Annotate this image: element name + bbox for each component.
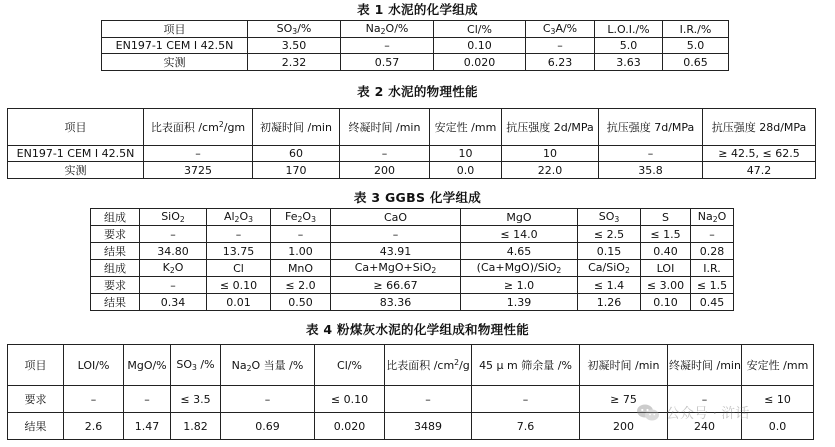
table1-cement-chemical-composition [101, 20, 729, 71]
value-cell: 2.6 [64, 413, 124, 440]
header-row [91, 260, 734, 277]
header-cell [703, 109, 816, 146]
header-text: 组成 [104, 211, 126, 224]
value-cell: 1.26 [578, 294, 641, 311]
value-cell: 1.00 [271, 243, 331, 260]
header-text: 初凝时间 /min [587, 359, 660, 372]
value-cell: – [124, 386, 171, 413]
value-cell: 60 [253, 146, 340, 162]
header-cell [385, 345, 472, 386]
row-label-cell: 结果 [8, 413, 64, 440]
header-cell [64, 345, 124, 386]
header-cell [472, 345, 580, 386]
header-subscript: 3 [292, 27, 298, 36]
header-text: /g [459, 359, 470, 372]
row-label-cell: EN197-1 CEM I 42.5N [102, 38, 248, 54]
value-cell: 0.10 [641, 294, 691, 311]
header-cell [691, 260, 734, 277]
header-text: O [717, 210, 727, 223]
value-cell: 5.0 [663, 38, 729, 54]
table-row [91, 226, 734, 243]
header-cell [144, 109, 253, 146]
header-subscript: 2 [431, 266, 437, 275]
table-row [8, 146, 816, 162]
value-cell: 0.020 [434, 54, 526, 71]
header-text: 安定性 /mm [434, 121, 497, 134]
value-cell: 1.39 [461, 294, 578, 311]
header-subscript: 2 [179, 215, 185, 224]
header-text: MgO [506, 210, 532, 224]
header-subscript: 2 [234, 215, 240, 224]
header-cell [434, 21, 526, 38]
header-text: O/% [385, 22, 409, 35]
header-cell [140, 260, 207, 277]
header-cell [91, 209, 140, 226]
value-cell: 4.65 [461, 243, 578, 260]
value-cell: 0.28 [691, 243, 734, 260]
header-subscript: 2 [297, 215, 303, 224]
header-subscript: 3 [192, 363, 197, 372]
value-cell: ≤ 10 [742, 386, 814, 413]
header-cell [207, 260, 271, 277]
table4-caption: 表 4 粉煤灰水泥的化学组成和物理性能 [305, 322, 530, 337]
header-cell [91, 260, 140, 277]
header-text: /% [297, 22, 312, 35]
header-cell [8, 345, 64, 386]
header-cell [641, 260, 691, 277]
value-cell: 170 [253, 162, 340, 179]
value-cell: 10 [430, 146, 502, 162]
header-row [8, 109, 816, 146]
header-text: /% [196, 358, 215, 371]
header-subscript: 3 [248, 215, 254, 224]
header-cell [691, 209, 734, 226]
value-cell: 0.0 [430, 162, 502, 179]
header-text: 初凝时间 /min [260, 121, 332, 134]
value-cell: 200 [580, 413, 668, 440]
header-subscript: 3 [311, 215, 316, 224]
value-cell: 47.2 [703, 162, 816, 179]
header-text: SO [598, 210, 615, 223]
header-text: Na [365, 22, 381, 35]
value-cell: ≥ 75 [580, 386, 668, 413]
header-row [8, 345, 814, 386]
table1-caption: 表 1 水泥的化学组成 [357, 2, 478, 17]
value-cell: 10 [502, 146, 599, 162]
header-text: O [302, 210, 312, 223]
row-label-cell: 要求 [8, 386, 64, 413]
header-text: 抗压强度 2d/MPa [506, 121, 594, 134]
header-text: C [542, 22, 551, 35]
value-cell: – [340, 146, 430, 162]
header-text: I.R. [703, 261, 721, 275]
header-cell [578, 260, 641, 277]
value-cell: 83.36 [331, 294, 461, 311]
value-cell: 0.34 [140, 294, 207, 311]
value-cell: ≤ 0.10 [315, 386, 385, 413]
value-cell: ≥ 1.0 [461, 277, 578, 294]
header-text: Al [223, 210, 235, 223]
value-cell: ≤ 2.5 [578, 226, 641, 243]
value-cell: 0.40 [641, 243, 691, 260]
header-cell [124, 345, 171, 386]
value-cell: 0.0 [742, 413, 814, 440]
header-subscript: 2 [712, 215, 718, 224]
header-text: A/% [555, 22, 578, 35]
header-text: LOI [656, 261, 675, 275]
header-cell [668, 345, 742, 386]
header-text: 安定性 /mm [746, 359, 809, 372]
header-text: 项目 [163, 23, 186, 36]
header-text: L.O.I./% [607, 22, 650, 36]
header-text: 45 μ m 筛余量 /% [479, 359, 572, 372]
header-text: K [162, 261, 170, 274]
value-cell: – [140, 226, 207, 243]
header-text: Cl/% [467, 22, 492, 36]
row-label-cell: 结果 [91, 294, 140, 311]
header-text: 组成 [104, 262, 126, 275]
header-cell [580, 345, 668, 386]
header-cell [578, 209, 641, 226]
value-cell: – [385, 386, 472, 413]
value-cell: – [331, 226, 461, 243]
header-cell [430, 109, 502, 146]
value-cell: 6.23 [526, 54, 595, 71]
value-cell: 3.50 [248, 38, 341, 54]
header-text: MnO [287, 261, 314, 275]
value-cell: 0.69 [221, 413, 315, 440]
value-cell: 22.0 [502, 162, 599, 179]
header-text: I.R./% [679, 22, 712, 36]
header-subscript: 2 [624, 266, 630, 275]
table-row [91, 277, 734, 294]
header-row [102, 21, 729, 38]
header-cell [8, 109, 144, 146]
header-cell [102, 21, 248, 38]
header-cell [221, 345, 315, 386]
value-cell: 0.57 [341, 54, 434, 71]
header-text: O [239, 210, 249, 223]
value-cell: 0.01 [207, 294, 271, 311]
value-cell: 0.45 [691, 294, 734, 311]
header-text: 终凝时间 /min [348, 121, 421, 134]
value-cell: 7.6 [472, 413, 580, 440]
table-row [8, 413, 814, 440]
value-cell: – [221, 386, 315, 413]
value-cell: ≤ 1.5 [691, 277, 734, 294]
value-cell: 34.80 [140, 243, 207, 260]
watermark-text: 公众号 · 浒话 [666, 406, 750, 422]
header-cell [641, 209, 691, 226]
value-cell: – [64, 386, 124, 413]
value-cell: ≤ 3.00 [641, 277, 691, 294]
table-row [91, 294, 734, 311]
header-cell [140, 209, 207, 226]
table3-ggbs-chemical-composition [90, 208, 734, 311]
value-cell: ≤ 1.5 [641, 226, 691, 243]
table2-cement-physical-properties [7, 108, 816, 179]
header-cell [248, 21, 341, 38]
value-cell: ≤ 1.4 [578, 277, 641, 294]
header-cell [340, 109, 430, 146]
header-cell [271, 260, 331, 277]
value-cell: ≤ 0.10 [207, 277, 271, 294]
header-text: LOI/% [77, 358, 110, 372]
value-cell: 1.82 [171, 413, 221, 440]
header-cell [461, 260, 578, 277]
value-cell: – [668, 386, 742, 413]
header-cell [331, 260, 461, 277]
value-cell: – [472, 386, 580, 413]
header-text: MgO/% [127, 358, 167, 372]
header-text: (Ca+MgO)/SiO [476, 261, 557, 274]
table2-caption: 表 2 水泥的物理性能 [357, 84, 478, 99]
value-cell: 3.63 [595, 54, 663, 71]
header-text: Ca+MgO+SiO [354, 261, 432, 274]
value-cell: – [691, 226, 734, 243]
header-cell [271, 209, 331, 226]
header-text: O 当量 /% [251, 359, 304, 372]
value-cell: 13.75 [207, 243, 271, 260]
row-label-cell: EN197-1 CEM I 42.5N [8, 146, 144, 162]
header-row [91, 209, 734, 226]
header-text: Fe [285, 210, 298, 223]
row-label-cell: 结果 [91, 243, 140, 260]
header-text: Cl/% [337, 358, 362, 372]
header-supscript: 2 [218, 120, 224, 129]
header-text: Ca/SiO [588, 261, 625, 274]
header-subscript: 2 [380, 27, 386, 36]
value-cell: – [599, 146, 703, 162]
value-cell: – [271, 226, 331, 243]
value-cell: 0.65 [663, 54, 729, 71]
header-text: CaO [383, 210, 408, 224]
value-cell: 0.15 [578, 243, 641, 260]
header-subscript: 2 [556, 266, 562, 275]
header-text: 抗压强度 7d/MPa [606, 121, 695, 134]
row-label-cell: 要求 [91, 277, 140, 294]
header-cell [595, 21, 663, 38]
table-row [91, 243, 734, 260]
header-cell [331, 209, 461, 226]
value-cell: 2.32 [248, 54, 341, 71]
header-cell [171, 345, 221, 386]
header-text: Cl [233, 261, 244, 275]
value-cell: 3489 [385, 413, 472, 440]
header-cell [315, 345, 385, 386]
value-cell: 0.10 [434, 38, 526, 54]
table-row [8, 386, 814, 413]
header-cell [663, 21, 729, 38]
value-cell: – [144, 146, 253, 162]
header-text: SO [176, 358, 193, 371]
header-subscript: 2 [246, 364, 252, 373]
value-cell: 240 [668, 413, 742, 440]
header-cell [461, 209, 578, 226]
header-text: 比表面积 /cm [150, 121, 219, 134]
header-text: S [662, 210, 669, 224]
header-cell [742, 345, 814, 386]
value-cell: – [526, 38, 595, 54]
value-cell: 200 [340, 162, 430, 179]
row-label-cell: 实测 [102, 54, 248, 71]
header-text: 抗压强度 28d/MPa [711, 121, 807, 134]
header-text: /gm [223, 121, 246, 134]
header-text: 项目 [24, 359, 47, 372]
header-cell [207, 209, 271, 226]
value-cell: 43.91 [331, 243, 461, 260]
table-row [102, 38, 729, 54]
table3-caption: 表 3 GGBS 化学组成 [353, 190, 482, 205]
value-cell: – [341, 38, 434, 54]
value-cell: 35.8 [599, 162, 703, 179]
header-text: SO [276, 22, 293, 35]
row-label-cell: 要求 [91, 226, 140, 243]
value-cell: – [207, 226, 271, 243]
header-cell [341, 21, 434, 38]
header-subscript: 2 [169, 266, 175, 275]
header-cell [599, 109, 703, 146]
row-label-cell: 实测 [8, 162, 144, 179]
header-text: Na [231, 359, 247, 372]
header-text: SiO [161, 210, 180, 223]
table-row [8, 162, 816, 179]
value-cell: ≤ 2.0 [271, 277, 331, 294]
header-supscript: 2 [454, 358, 460, 367]
value-cell: 1.47 [124, 413, 171, 440]
table4-fly-ash-cement-properties [7, 344, 814, 440]
value-cell: – [140, 277, 207, 294]
value-cell: ≤ 3.5 [171, 386, 221, 413]
value-cell: 0.50 [271, 294, 331, 311]
header-text: O [174, 261, 184, 274]
header-cell [502, 109, 599, 146]
header-subscript: 3 [550, 27, 556, 36]
value-cell: ≤ 14.0 [461, 226, 578, 243]
header-text: 终凝时间 /min [669, 359, 741, 372]
table-row [102, 54, 729, 71]
value-cell: 3725 [144, 162, 253, 179]
value-cell: 5.0 [595, 38, 663, 54]
header-text: Na [697, 210, 713, 223]
header-text: 比表面积 /cm [386, 359, 455, 372]
header-subscript: 3 [614, 215, 620, 224]
header-cell [253, 109, 340, 146]
value-cell: ≥ 42.5, ≤ 62.5 [703, 146, 816, 162]
value-cell: ≥ 66.67 [331, 277, 461, 294]
value-cell: 0.020 [315, 413, 385, 440]
header-cell [526, 21, 595, 38]
header-text: 项目 [64, 121, 87, 134]
